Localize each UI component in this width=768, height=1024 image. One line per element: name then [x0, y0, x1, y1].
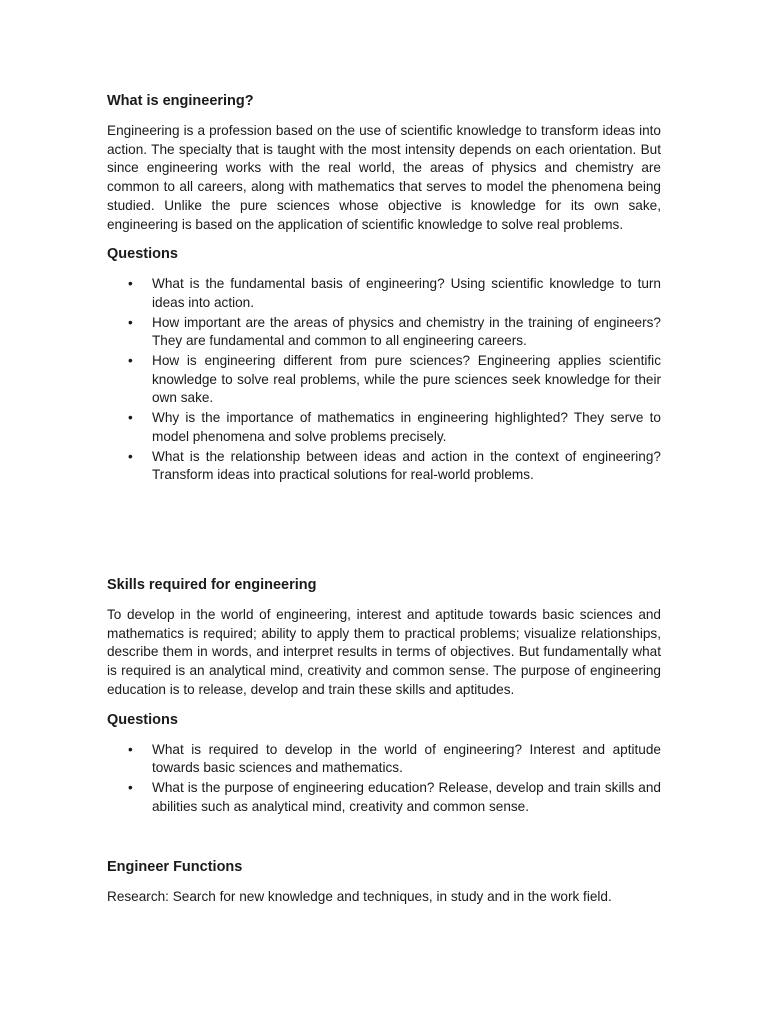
- section-heading: Engineer Functions: [107, 859, 243, 875]
- bullet-icon: •: [128, 314, 133, 330]
- questions-list: [107, 741, 661, 817]
- questions-heading: Questions: [107, 711, 178, 728]
- section-paragraph: Engineering is a profession based on the use of scientific knowledge to transform ideas into action. The specialty that is taught with the most intensity depends on each orientation. But since engineering works with the real world, the areas of physics and chemistry are common to all careers, along with mathematics that serves to model the phenomena being studied. Unlike the pure sciences whose objective is knowledge for its own sake, engineering is based on the application of scientific knowledge to solve real problems.: [107, 123, 661, 232]
- bullet-icon: •: [128, 448, 133, 464]
- section-skills-required: [107, 576, 661, 817]
- bullet-icon: •: [128, 741, 133, 757]
- questions-list: [107, 275, 661, 485]
- section-paragraph: Research: Search for new knowledge and techniques, in study and in the work field.: [107, 889, 612, 904]
- list-item: • How important are the areas of physics and chemistry in the training of engineers? They are fundamental and common to all engineering careers.: [128, 314, 661, 349]
- list-item: • How is engineering different from pure sciences? Engineering applies scientific knowledge to solve real problems, while the pure sciences seek knowledge for their own sake.: [128, 353, 661, 406]
- bullet-icon: •: [128, 779, 133, 795]
- bullet-icon: •: [128, 353, 133, 369]
- list-item: • What is required to develop in the world of engineering? Interest and aptitude towards basic sciences and mathematics.: [128, 741, 661, 776]
- list-item: • What is the fundamental basis of engineering? Using scientific knowledge to turn ideas into action.: [128, 276, 661, 310]
- section-paragraph: To develop in the world of engineering, interest and aptitude towards basic sciences and mathematics is required; ability to apply them to practical problems; visualize relationships, describe them in words, and interpret results in terms of objectives. But fundamentally what is required is an analytical mind, creativity and common sense. The purpose of engineering education is to release, develop and train these skills and aptitudes.: [107, 607, 661, 697]
- section-engineer-functions: [107, 858, 661, 907]
- list-item: • What is the relationship between ideas and action in the context of engineering? Transform ideas into practical solutions for real-world problems.: [128, 448, 661, 483]
- questions-heading: Questions: [107, 246, 178, 263]
- section-heading: Skills required for engineering: [107, 577, 317, 593]
- bullet-icon: •: [128, 410, 133, 426]
- list-item: • Why is the importance of mathematics in engineering highlighted? They serve to model phenomena and solve problems precisely.: [128, 410, 661, 444]
- list-item: • What is the purpose of engineering education? Release, develop and train skills and abilities such as analytical mind, creativity and common sense.: [128, 779, 661, 814]
- section-what-is-engineering: [107, 92, 661, 486]
- bullet-icon: •: [128, 276, 133, 292]
- section-heading: What is engineering?: [107, 93, 254, 109]
